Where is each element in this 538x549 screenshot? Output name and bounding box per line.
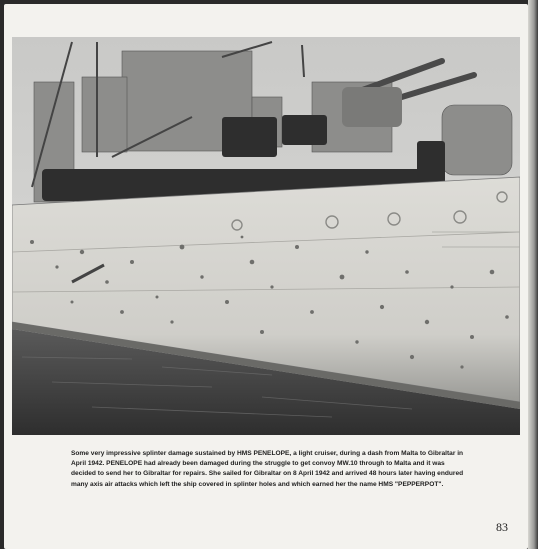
photo-caption: Some very impressive splinter damage sustained by HMS PENELOPE, a light cruiser, during a dash from Malta to Gibraltar in April 1942. PENELOPE had already been damaged during the struggle to get convoy MW.10 through to Malta and it was decided to send her to Gibraltar for repairs. She sailed for Gibraltar on 8 April 1942 and arrived 48 hours later having endured many axis air attacks which left the ship covered in splinter holes and which earned her the name HMS "PEPPERPOT". <box>71 450 464 488</box>
book-page <box>4 4 528 549</box>
book-spine-shadow <box>528 0 538 549</box>
page-number: 83 <box>496 520 508 534</box>
ship-photograph <box>12 37 520 435</box>
